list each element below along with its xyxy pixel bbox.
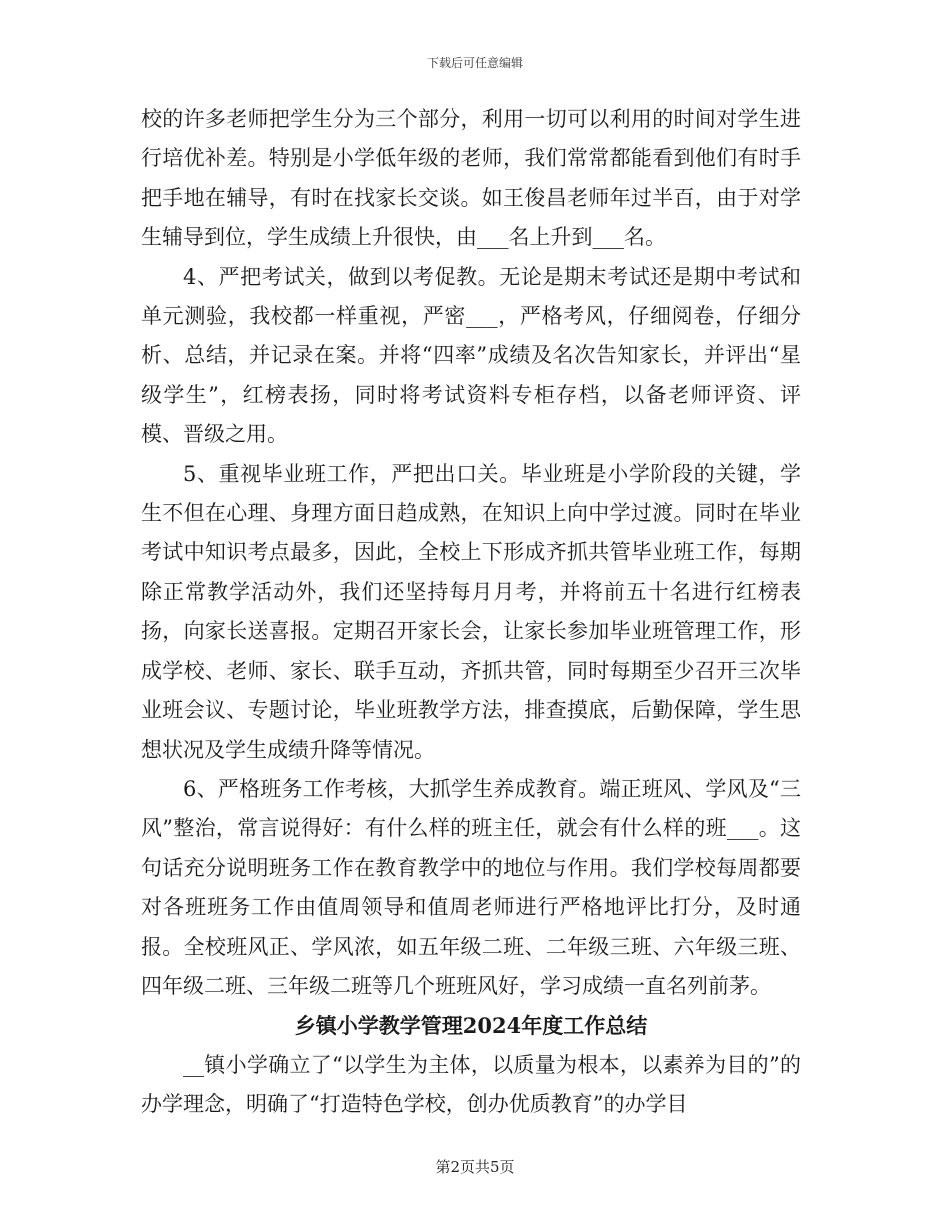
page-number: 第2页共5页 <box>435 1158 515 1176</box>
section-title: 乡镇小学教学管理2024年度工作总结 <box>294 1013 648 1039</box>
paragraph-class-assessment: 6、严格班务工作考核，大抓学生养成教育。端正班风、学风及“三风”整治，常言说得好：有什么样的班主任，就会有什么样的班___。这句话充分说明班务工作在教育教学中的地位与作用。我们学校每周都要对各班班务工作由值周领导和值周老师进行严格地评比打分，及时通报。全校班风正、学风浓，如五年级二班、二年级三班、六年级三班、四年级二班、三年级二班等几个班班风好，学习成绩一直名列前茅。 <box>141 776 801 998</box>
paragraph-intro: __镇小学确立了“以学生为主体，以质量为根本，以素养为目的”的办学理念，明确了“打造特色学校，创办优质教育”的办学目 <box>141 1052 801 1117</box>
paragraph-continuation: 校的许多老师把学生分为三个部分，利用一切可以利用的时间对学生进行培优补差。特别是小学低年级的老师，我们常常都能看到他们有时手把手地在辅导，有时在找家长交谈。如王俊昌老师年过半百，由于对学生辅导到位，学生成绩上升很快，由___名上升到___名。 <box>141 107 801 250</box>
paragraph-exam-management: 4、严把考试关，做到以考促教。无论是期末考试还是期中考试和单元测验，我校都一样重视，严密___，严格考风，仔细阅卷，仔细分析、总结，并记录在案。并将“四率”成绩及名次告知家长，并评出“星级学生”，红榜表扬，同时将考试资料专柜存档，以备老师评资、评模、晋级之用。 <box>141 264 801 447</box>
document-body <box>141 100 801 1125</box>
paragraph-graduating-class: 5、重视毕业班工作，严把出口关。毕业班是小学阶段的关键，学生不但在心理、身理方面日趋成熟，在知识上向中学过渡。同时在毕业考试中知识考点最多，因此，全校上下形成齐抓共管毕业班工作，每期除正常教学活动外，我们还坚持每月月考，并将前五十名进行红榜表扬，向家长送喜报。定期召开家长会，让家长参加毕业班管理工作，形成学校、老师、家长、联手互动，齐抓共管，同时每期至少召开三次毕业班会议、专题讨论，毕业班教学方法，排查摸底，后勤保障，学生思想状况及学生成绩升降等情况。 <box>141 461 801 762</box>
header-note: 下载后可任意编辑 <box>426 56 523 70</box>
